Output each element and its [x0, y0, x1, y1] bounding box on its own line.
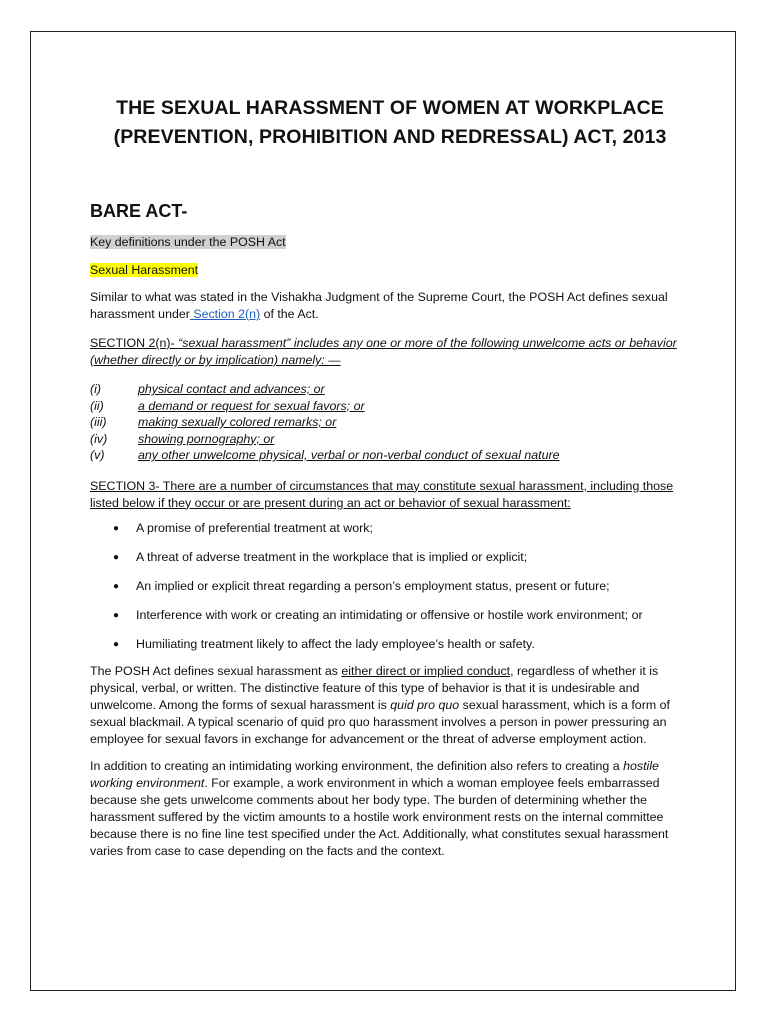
- list-item-text: making sexually colored remarks; or: [138, 415, 337, 429]
- hostile-environment-paragraph: [90, 758, 690, 860]
- bullet-icon: ●: [113, 551, 120, 563]
- list-item-number: (iv): [90, 431, 108, 446]
- posh-text-part-2: , regardless of whether it is physical, verbal, or written. The distinctive feature of this type of behavior is that it is undesirable and unwelcome. Among the forms of sexual harassment is: [90, 663, 659, 712]
- section-2n-definition: [90, 335, 690, 369]
- list-item: [90, 414, 690, 431]
- bullet-text: Humiliating treatment likely to affect the lady employee’s health or safety.: [136, 636, 535, 651]
- list-item: [90, 447, 690, 464]
- section-3-bullet-list: [90, 520, 690, 653]
- posh-text-part-1: The POSH Act defines sexual harassment as: [90, 663, 342, 678]
- addl-text-part-1: In addition to creating an intimidating working environment, the definition also refers to creating a: [90, 758, 624, 773]
- posh-act-paragraph: [90, 663, 690, 748]
- bullet-text: Interference with work or creating an intimidating or offensive or hostile work environment; or: [136, 607, 643, 622]
- bullet-item: [90, 520, 690, 537]
- bullet-item: [90, 607, 690, 624]
- key-definitions-heading: [90, 234, 690, 251]
- document-title: [90, 94, 690, 152]
- addl-text-part-2: . For example, a work environment in which a woman employee feels embarrassed because she gets unwelcome comments about her body type. The burden of determining whether the harassment suffered by the victim amounts to a hostile work environment rests on the internal committee because there is no fine line test specified under the Act. Additionally, what constitutes sexual harassment varies from case to case depending on the facts and the context.: [90, 775, 669, 858]
- posh-text-part-3: sexual harassment, which is a form of sexual blackmail. A typical scenario of quid pro quo harassment involves a person in power pressuring an employee for sexual favors in exchange for advancement or the threat of adverse employment action.: [90, 697, 670, 746]
- bullet-text: A promise of preferential treatment at work;: [136, 520, 373, 535]
- intro-text-after: of the Act.: [260, 307, 319, 321]
- bullet-icon: ●: [113, 522, 120, 534]
- list-item-number: (ii): [90, 398, 104, 413]
- sexual-harassment-heading: [90, 262, 690, 279]
- bare-act-heading: BARE ACT-: [90, 201, 188, 221]
- posh-text-underlined: either direct or implied conduct: [341, 663, 511, 678]
- section-2n-link[interactable]: Section 2(n): [189, 307, 261, 321]
- section-2n-list: [90, 381, 690, 464]
- list-item-number: (iii): [90, 415, 107, 429]
- section-2n-prefix: SECTION 2(n)-: [90, 336, 179, 350]
- section-3-text: SECTION 3- There are a number of circumstances that may constitute sexual harassment, including those listed below if they occur or are present during an act or behavior of sexual harassment:: [90, 478, 674, 510]
- bullet-item: [90, 549, 690, 566]
- list-item-number: (v): [90, 448, 105, 462]
- title-line-1: THE SEXUAL HARASSMENT OF WOMEN AT WORKPLACE: [116, 97, 664, 119]
- list-item-text: any other unwelcome physical, verbal or non-verbal conduct of sexual nature: [138, 448, 560, 462]
- intro-paragraph: [90, 289, 690, 323]
- bullet-icon: ●: [113, 638, 120, 650]
- bullet-item: [90, 578, 690, 595]
- list-item-text: showing pornography; or: [138, 431, 275, 446]
- bullet-icon: ●: [113, 609, 120, 621]
- addl-text-italic: hostile working environment: [90, 758, 659, 790]
- list-item: [90, 431, 690, 448]
- document-page: [30, 31, 736, 991]
- list-item: [90, 398, 690, 415]
- intro-text-before: Similar to what was stated in the Vishakha Judgment of the Supreme Court, the POSH Act defines sexual harassment under: [90, 290, 668, 321]
- list-item-text: physical contact and advances; or: [138, 382, 325, 396]
- bullet-item: [90, 636, 690, 653]
- posh-text-italic: quid pro quo: [390, 697, 460, 712]
- list-item: [90, 381, 690, 398]
- list-item-text: a demand or request for sexual favors; or: [138, 398, 365, 413]
- section-2n-text: “sexual harassment” includes any one or more of the following unwelcome acts or behavior (whether directly or by implication) namely: —: [90, 336, 677, 367]
- bullet-icon: ●: [113, 580, 120, 592]
- key-definitions-text: Key definitions under the POSH Act: [90, 235, 286, 249]
- list-item-number: (i): [90, 382, 102, 396]
- document-content: [90, 94, 690, 860]
- title-line-2: (PREVENTION, PROHIBITION AND REDRESSAL) ACT, 2013: [113, 126, 667, 148]
- sexual-harassment-text: Sexual Harassment: [90, 263, 199, 277]
- bullet-text: An implied or explicit threat regarding a person’s employment status, present or future;: [136, 578, 610, 593]
- bullet-text: A threat of adverse treatment in the workplace that is implied or explicit;: [136, 549, 528, 564]
